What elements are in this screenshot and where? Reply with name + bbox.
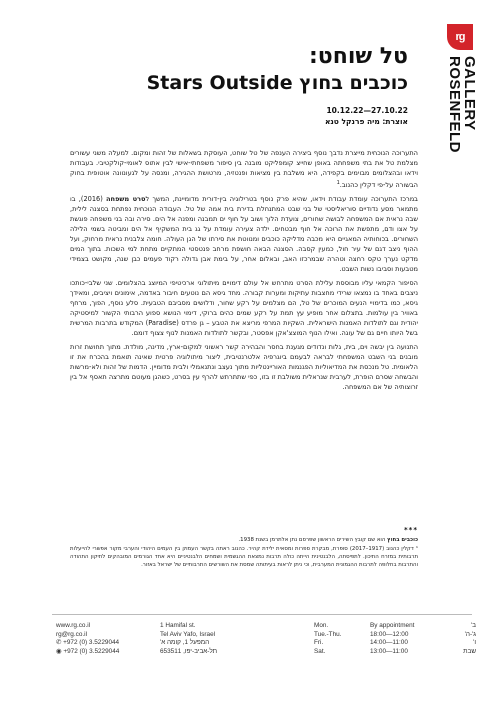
section-divider: ***: [404, 526, 418, 534]
exhibition-dates: 10.12.22—27.10.22: [326, 106, 408, 115]
address-en-line-1: 1 Hamifal st.: [160, 622, 196, 629]
footnote-1: [70, 536, 418, 544]
day-he: ו': [473, 639, 476, 647]
wordmark-line-2: GALLERY: [461, 56, 478, 131]
paragraph-3: הסיפור הקמאי עליו מבוססת עלילת הסרט מתרחש אל עולם דימויים מיתולוגי ארכיטיפי המיוצג בהצלומים. שני שלבי-כותכו ניצבים באחד בו נמצאו שרידי מחצבות עתיקות ומערות קבורה. מחד גיסא הם נוטעים חיבור באדמה, אימונים ויציבים, ומאידך גיסא, כמו בדימויי הנעים המוכרים של טל, הם מצלמים על רקע שחור, ודלושים מסביבם הטבעית. סלע נוסף, הפוך, מרחף באוויר בין עולמות. בתצלום אחר מופיע עץ תמת על רקע שמים כהים ברוקי, דימוי הנושא ספוע הרבותי הקשור למיסטיקה יהודית וגם לתולדות האמנות הישראלית. השקיות המרפי מריצא את הטבע – גן פרדס (Paradise) המקודש בתרבות המרשית בשל היותו חיים גם של עוגה. ואילו הנוף המוצצ'אקן אפסטר, ובקשר לתולדות האמנות לנוף צצוף דומם.: [70, 279, 418, 338]
exhibition-artist-title: טל שוחט:: [309, 44, 408, 69]
footer-address: [160, 622, 217, 656]
wordmark-line-1: ROSENFELD: [446, 56, 463, 154]
hours-row: Sat. 13:00—11:00: [314, 647, 408, 655]
exhibition-text: [70, 148, 418, 396]
day-he: ב': [470, 622, 476, 629]
paragraph-2-text-a: במרכז התערוכה עומדת עבודת וידאו, שהיא פרק נוסף בטרילוגיה בין-דורית מדומיינת, המשך ל: [145, 195, 418, 204]
address-he-line-1: המפעל 1, קומה א': [160, 639, 210, 647]
footnote-1-text: הוא שם קובץ השירים הראשון שפרסם נתן אלתרמן בשנת 1938.: [238, 537, 388, 543]
logo-mark: rg: [455, 31, 465, 43]
hours-row: Mon. By appointment: [314, 622, 415, 629]
footnote-mark: 1: [336, 180, 340, 186]
gallery-wordmark: [447, 56, 477, 206]
gallery-logo: [447, 24, 473, 50]
footer-contact: [56, 622, 119, 656]
hours-row: Fri. 14:00—11:00: [314, 639, 408, 647]
email-link[interactable]: rg@rg.co.il: [56, 630, 87, 638]
day-he: ג'-ה': [464, 630, 476, 638]
website-link[interactable]: www.rg.co.il: [56, 622, 91, 629]
paragraph-1-text: התערוכה הנוכחית מייצרת נדבך נוסף ביצירה הענפה של טל שוחט, העוסקת בשאלות של זהות ומקום. למעלה משני עשורים מצלמת טל את בתי משפחתה באופן שחייצ קומפליקט מובנה בין סיפור משפחתי-אישי לבין אתוס לאומי-קולקטיבי. בעבודות וידאו ובהצלומים מבוימים בקפידה, היא משלבת בין מציאות ופנטזיה, מרטושת ההגירה, ומנסה על לגעונוונה אוטופית בחוק הבשורה על-פי דקלין כהנוב.: [70, 149, 418, 190]
exhibition-title: [78, 70, 408, 96]
address-en-line-2: Tel Aviv Yafo, Israel: [160, 630, 216, 638]
phone-icon: ✆: [56, 639, 64, 647]
day-he: שבת: [463, 647, 476, 655]
title-block: [78, 44, 408, 126]
footnote-1-title: כוכבים בחוץ: [387, 537, 418, 543]
paragraph-1: [70, 148, 418, 190]
exhibition-title-he: כוכבים בחוץ: [299, 72, 408, 94]
footnotes: [70, 536, 418, 570]
paragraph-2: [70, 194, 418, 274]
footnote-2: ¹ דקלין כהנוב (1917–2017) סופרת, מבקרת ספרות ומסאית ילידת קהיר. כהנוב ראתה בקשר העמוק בין העמים היהודי והערבי מקור אפשרי להייעלות תרבותית במזרח התיכון. לתפיסתה, הלבנטינית הייתה כולה תרבות נמצאת ההגשמית ושמחים הלבנטיניים היא אחד הגורמים המובהקים לתיקון התהודה והתרבות בחלופה לתרבות ההגמונית המערבית, וכי ניתן לראות בעיתותה שמסת את השורשים התרבותיים של ישראל באזור.: [70, 546, 418, 568]
opening-hours: [314, 622, 414, 656]
footer-divider: [52, 614, 472, 615]
paragraph-4: התנועה בין יבשה וים, בית, גלות ונדודים מגענת בחסר והבהירה קשר ראשוני למקום-ארץ, מדינה, מולדת. מתוך תחושת זרות מובנים בני השבט המשפחתי לבראה לבעמם ביוגרפיה אלטרנטיבית, ליצור מיתולוגיה פרטית שאינה תואמת בהכרח את זו הלאומית. טל מנכסת את המדיאוליות הפגנמות האוריינטליות מתוך נעצב ונתנאמלי ולבית מדומיין. הדמות של זהות ולא-מרשות והבשחה שסרם הופרת, לערבית שנראלית משולבת זו בזו, כפי שתתרתש להרף עין בסרט, כשהגן מעוטם מתרצה תאסף אל בין זרוצותיה של אם המשפחה.: [70, 343, 418, 392]
exhibition-title-en: Stars Outside: [146, 72, 293, 94]
paragraph-2-film-title: סרט משפחה: [106, 195, 146, 204]
whatsapp-icon: ◉: [56, 647, 64, 655]
hours-row: Tue.-Thu. 18:00—12:00: [314, 630, 409, 638]
phone-number: ✆ +972 (0) 3.5229044: [56, 639, 120, 647]
opening-days-he: [446, 622, 476, 656]
address-he-line-2: תל-אביב-יפו, 653511: [160, 647, 218, 655]
curator-credit: אוצרת: מיה פרנקל טנא: [324, 117, 408, 126]
paragraph-2-text-b: (2016), בו מתמאר מסע נדודיים סוריאליסטי של בני שבט המתנחלת בדירת בית אמה של טל. העבודה הנוכחית נפתחת בסצנה לילית, שבה נראית אם המשפחה לבושה שחורים, צועדת הלוך ושוב על חוף ים תמבנה ומפנה אל הים. סירה ובה בני משפחה פוגשת על אצו ודם, מתפשת את הרוכה אל חוף מבטחים. ילדה צעירה עומדת על גג בית המשקיף אל הים ומביטה בשמי הלילה השחורים. בכוחותיה המאגיים היא מכבה מדליקה כוכבים ומנווטת את סירתו של הגן העולה. חומה צלבנית נראית מרחוק, ועל ההוף ניצב דגם של עיר חול, כמעין קסבה. הסצנה הבאה חושפת מרחב פנטסטי המתקיים מתחת למי השכות. בתוך המים מדקט נערך טקס רחצה וטהרה שבמרכזו האב, ובאלום אחר, על בימת אבן גדולה רקוד פעמים כבן שנה, מקושט בצמידי מטבעות וסביבו נשות השבט.: [70, 195, 418, 274]
whatsapp-number: ◉ +972 (0) 3.5229044: [56, 647, 120, 655]
